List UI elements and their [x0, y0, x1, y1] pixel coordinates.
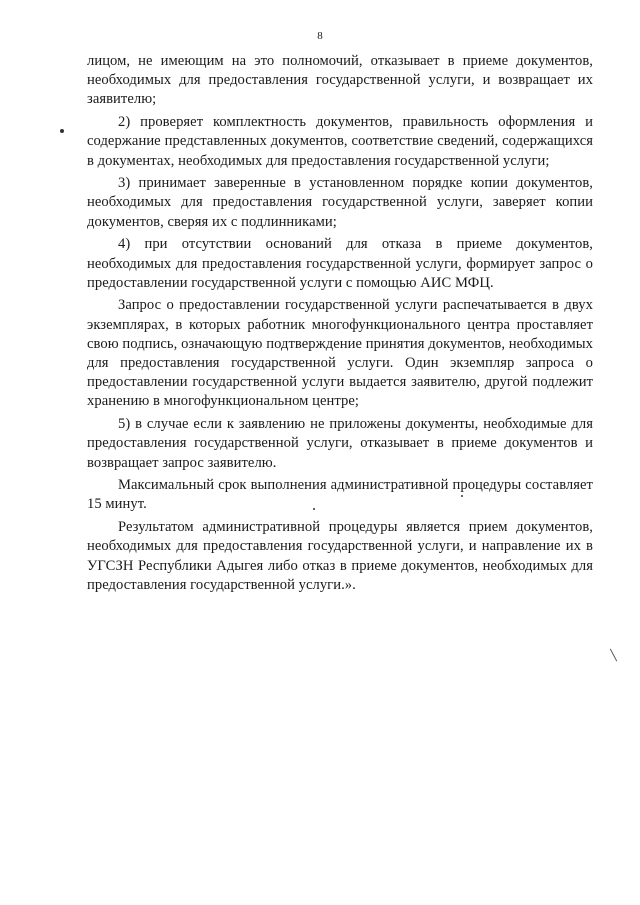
page-number: 8 [317, 30, 323, 42]
scan-speck [461, 495, 463, 497]
paragraph-1: лицом, не имеющим на это полномочий, отказывает в приеме документов, необходимых для предоставления государственной услуги, и возвращает их заявителю; [87, 53, 593, 108]
document-body [87, 52, 593, 595]
paragraph-5: Запрос о предоставлении государственной услуги распечатывается в двух экземплярах, в которых работник многофункционального центра проставляет свою подпись, означающую подтверждение принятия документов, необходимых для предоставления государственной услуги. Один экземпляр запроса о предоставлении государственной услуги выдается заявителю, другой подлежит хранению в многофункциональном центре; [87, 297, 593, 410]
paragraph-6: 5) в случае если к заявлению не приложены документы, необходимые для предоставления государственной услуги, отказывает в приеме документов и возвращает запрос заявителю. [87, 416, 593, 471]
paragraph-8: Результатом административной процедуры является прием документов, необходимых для предоставления государственной услуги, и направление их в УГСЗН Республики Адыгея либо отказ в приеме документов, необходимых для предоставления государственной услуги.». [87, 519, 593, 593]
paragraph-3: 3) принимает заверенные в установленном порядке копии документов, необходимых для предоставления государственной услуги, заверяет копии документов, сверяя их с подлинниками; [87, 175, 593, 230]
scan-speck [60, 129, 64, 133]
scan-speck [313, 508, 315, 510]
paragraph-7: Максимальный срок выполнения административной процедуры составляет 15 минут. [87, 477, 593, 513]
paragraph-2: 2) проверяет комплектность документов, правильность оформления и содержание представленных документов, соответствие сведений, содержащихся в документах, необходимых для предоставления государственной услуги; [87, 114, 593, 169]
scan-mark [610, 649, 617, 662]
paragraph-4: 4) при отсутствии оснований для отказа в приеме документов, необходимых для предоставления государственной услуги, формирует запрос о предоставлении государственной услуги с помощью АИС МФЦ. [87, 236, 593, 291]
